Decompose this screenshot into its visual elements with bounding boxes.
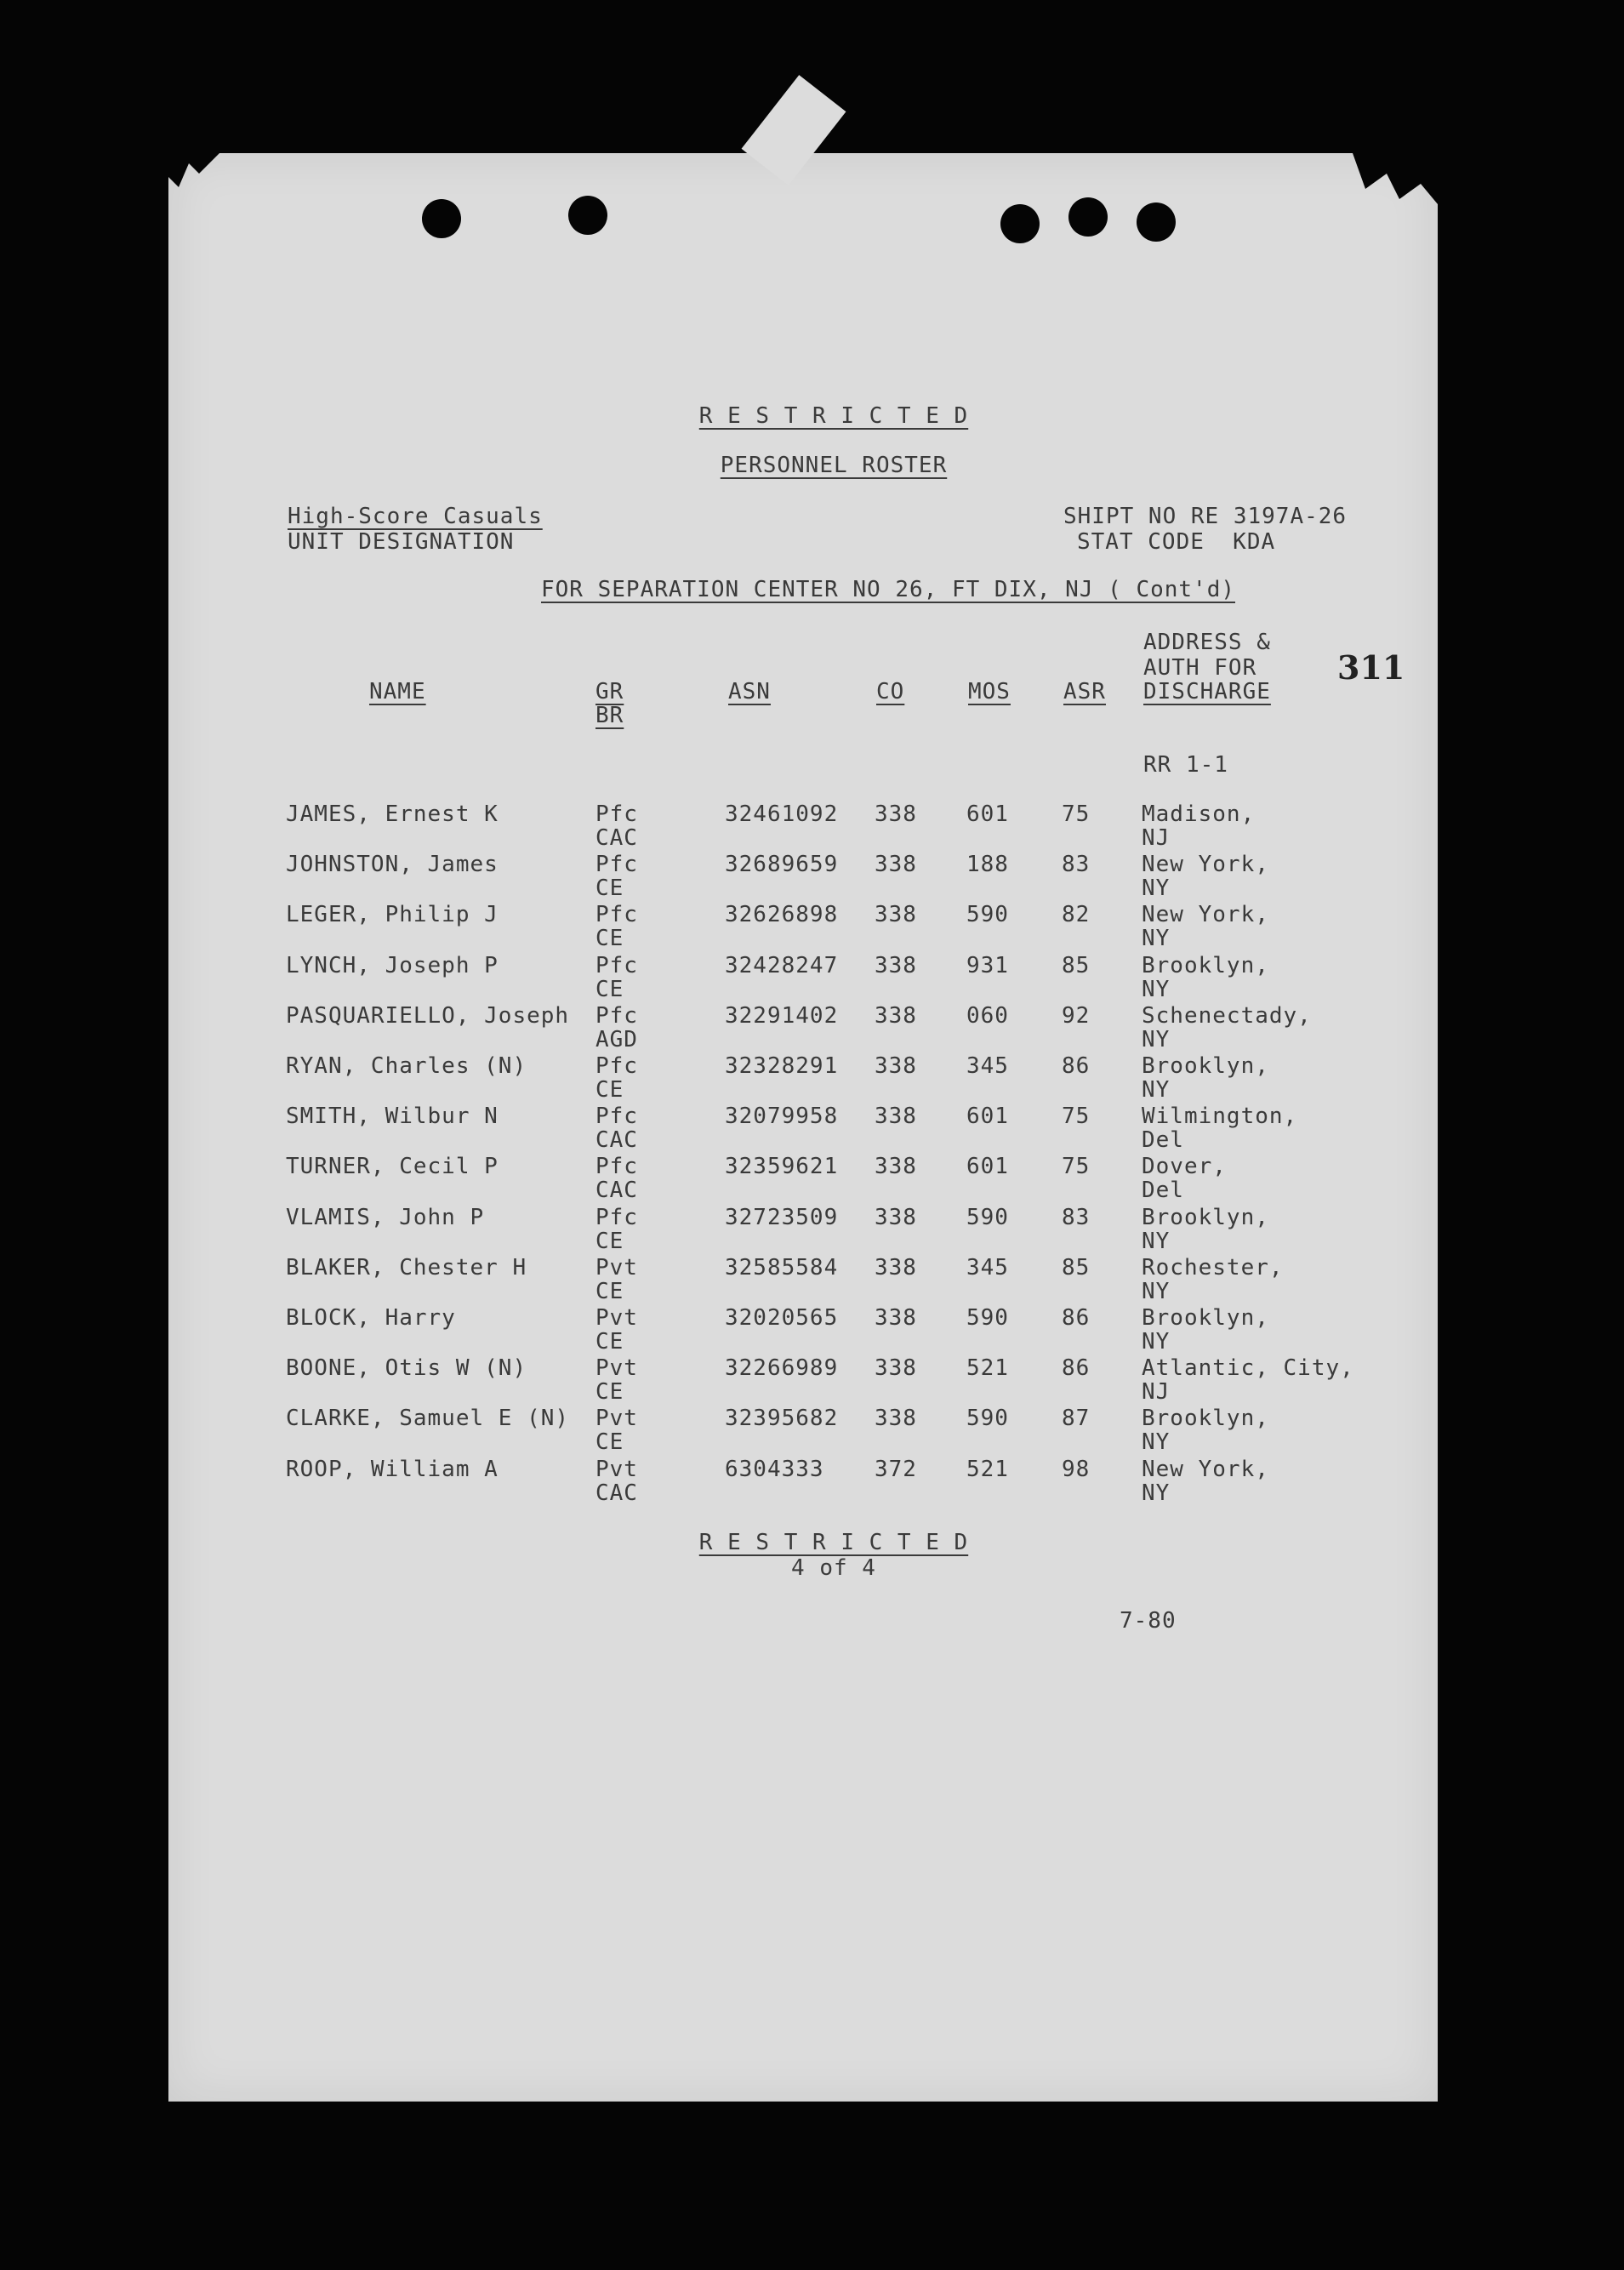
grade-cell: Pfc [595, 801, 638, 827]
co-cell: 338 [875, 1406, 917, 1432]
grade-cell: Pfc [595, 852, 638, 878]
shipment-number: SHIPT NO RE 3197A-26 [1063, 504, 1348, 529]
address-city-cell: New York, [1142, 1456, 1269, 1482]
name-cell: SMITH, Wilbur N [286, 1104, 499, 1130]
name-cell: PASQUARIELLO, Joseph [286, 1002, 570, 1029]
mos-cell: 601 [966, 1154, 1009, 1180]
branch-cell: CE [595, 1278, 624, 1304]
col-grade: GR [595, 679, 624, 704]
co-cell: 338 [875, 1002, 917, 1029]
branch-cell: CE [595, 1228, 624, 1254]
asn-cell: 32585584 [725, 1254, 839, 1280]
name-cell: BLOCK, Harry [286, 1305, 456, 1331]
col-asr: ASR [1063, 679, 1106, 704]
address-city-cell: Brooklyn, [1142, 952, 1269, 978]
asn-cell: 32020565 [725, 1305, 839, 1331]
asr-cell: 83 [1062, 1204, 1091, 1230]
asr-cell: 75 [1062, 1104, 1091, 1130]
mos-cell: 345 [966, 1053, 1009, 1079]
co-cell: 338 [875, 801, 917, 827]
asr-cell: 75 [1062, 801, 1091, 827]
asn-cell: 32461092 [725, 801, 839, 827]
branch-cell: AGD [595, 1026, 638, 1052]
grade-cell: Pfc [595, 902, 638, 928]
address-city-cell: Schenectady, [1142, 1002, 1312, 1029]
form-number: 7-80 [1120, 1608, 1177, 1634]
co-cell: 338 [875, 1154, 917, 1180]
asr-cell: 85 [1062, 952, 1091, 978]
branch-cell: CE [595, 926, 624, 952]
name-cell: ROOP, William A [286, 1456, 499, 1482]
mos-cell: 590 [966, 1406, 1009, 1432]
address-state-cell: NY [1142, 1026, 1171, 1052]
asr-cell: 83 [1062, 852, 1091, 878]
co-cell: 338 [875, 902, 917, 928]
col-address-2: AUTH FOR [1143, 655, 1257, 681]
name-cell: RYAN, Charles (N) [286, 1053, 527, 1079]
classification-header: R E S T R I C T E D [698, 403, 969, 429]
asr-cell: 87 [1062, 1406, 1091, 1432]
asr-cell: 86 [1062, 1305, 1091, 1331]
address-city-cell: Brooklyn, [1142, 1053, 1269, 1079]
name-cell: BOONE, Otis W (N) [286, 1355, 527, 1382]
address-city-cell: New York, [1142, 852, 1269, 878]
mos-cell: 521 [966, 1456, 1009, 1482]
mos-cell: 590 [966, 1204, 1009, 1230]
grade-cell: Pfc [595, 1154, 638, 1180]
branch-cell: CE [595, 1329, 624, 1355]
asn-cell: 32723509 [725, 1204, 839, 1230]
address-city-cell: Dover, [1142, 1154, 1227, 1180]
name-cell: CLARKE, Samuel E (N) [286, 1406, 570, 1432]
branch-cell: CE [595, 976, 624, 1002]
branch-cell: CE [595, 875, 624, 902]
mos-cell: 590 [966, 1305, 1009, 1331]
asn-cell: 32079958 [725, 1104, 839, 1130]
address-city-cell: Madison, [1142, 801, 1256, 827]
punch-hole [1137, 202, 1176, 242]
col-asn: ASN [728, 679, 771, 704]
co-cell: 338 [875, 1104, 917, 1130]
name-cell: TURNER, Cecil P [286, 1154, 499, 1180]
address-state-cell: NY [1142, 1329, 1171, 1355]
stat-code: STAT CODE KDA [1077, 529, 1276, 555]
address-state-cell: NY [1142, 1278, 1171, 1304]
address-state-cell: Del [1142, 1178, 1184, 1204]
classification-footer: R E S T R I C T E D [698, 1530, 969, 1555]
asn-cell: 32359621 [725, 1154, 839, 1180]
co-cell: 338 [875, 1254, 917, 1280]
asn-cell: 32266989 [725, 1355, 839, 1382]
asn-cell: 32626898 [725, 902, 839, 928]
asr-cell: 75 [1062, 1154, 1091, 1180]
page-indicator: 4 of 4 [791, 1555, 876, 1581]
address-city-cell: New York, [1142, 902, 1269, 928]
grade-cell: Pvt [595, 1456, 638, 1482]
name-cell: JAMES, Ernest K [286, 801, 499, 827]
address-city-cell: Wilmington, [1142, 1104, 1298, 1130]
branch-cell: CAC [595, 825, 638, 851]
mos-cell: 060 [966, 1002, 1009, 1029]
unit-name: High-Score Casuals [288, 504, 543, 529]
asn-cell: 32428247 [725, 952, 839, 978]
address-state-cell: NY [1142, 1429, 1171, 1456]
mos-cell: 521 [966, 1355, 1009, 1382]
name-cell: LEGER, Philip J [286, 902, 499, 928]
address-city-cell: Atlantic, City, [1142, 1355, 1354, 1382]
asr-cell: 86 [1062, 1053, 1091, 1079]
punch-hole [568, 196, 607, 235]
co-cell: 338 [875, 952, 917, 978]
name-cell: LYNCH, Joseph P [286, 952, 499, 978]
mos-cell: 931 [966, 952, 1009, 978]
branch-cell: CE [595, 1379, 624, 1406]
address-state-cell: Del [1142, 1127, 1184, 1154]
asr-cell: 92 [1062, 1002, 1091, 1029]
asr-cell: 86 [1062, 1355, 1091, 1382]
mos-cell: 345 [966, 1254, 1009, 1280]
grade-cell: Pvt [595, 1305, 638, 1331]
co-cell: 338 [875, 1355, 917, 1382]
asr-cell: 85 [1062, 1254, 1091, 1280]
grade-cell: Pvt [595, 1355, 638, 1382]
mos-cell: 601 [966, 1104, 1009, 1130]
branch-cell: CAC [595, 1127, 638, 1154]
branch-cell: CE [595, 1429, 624, 1456]
col-name: NAME [369, 679, 426, 704]
stamped-page-number: 311 [1337, 648, 1405, 687]
branch-cell: CAC [595, 1178, 638, 1204]
punch-hole [1068, 197, 1108, 237]
co-cell: 372 [875, 1456, 917, 1482]
co-cell: 338 [875, 1053, 917, 1079]
asr-cell: 98 [1062, 1456, 1091, 1482]
grade-cell: Pfc [595, 1104, 638, 1130]
mos-cell: 601 [966, 801, 1009, 827]
destination-line: FOR SEPARATION CENTER NO 26, FT DIX, NJ ( Cont'd) [541, 577, 1236, 602]
col-mos: MOS [968, 679, 1011, 704]
asn-cell: 32395682 [725, 1406, 839, 1432]
roster-title: PERSONNEL ROSTER [720, 453, 948, 478]
name-cell: JOHNSTON, James [286, 852, 499, 878]
mos-cell: 188 [966, 852, 1009, 878]
address-city-cell: Brooklyn, [1142, 1305, 1269, 1331]
grade-cell: Pfc [595, 1053, 638, 1079]
address-state-cell: NY [1142, 926, 1171, 952]
address-state-cell: NY [1142, 1077, 1171, 1103]
asn-cell: 32689659 [725, 852, 839, 878]
grade-cell: Pvt [595, 1254, 638, 1280]
address-state-cell: NJ [1142, 1379, 1171, 1406]
grade-cell: Pfc [595, 1002, 638, 1029]
punch-hole [422, 199, 461, 238]
address-state-cell: NY [1142, 875, 1171, 902]
asr-cell: 82 [1062, 902, 1091, 928]
co-cell: 338 [875, 1305, 917, 1331]
grade-cell: Pfc [595, 952, 638, 978]
grade-cell: Pfc [595, 1204, 638, 1230]
asn-cell: 32328291 [725, 1053, 839, 1079]
col-address-1: ADDRESS & [1143, 630, 1271, 655]
name-cell: BLAKER, Chester H [286, 1254, 527, 1280]
col-address-3: DISCHARGE [1143, 679, 1271, 704]
branch-cell: CE [595, 1077, 624, 1103]
name-cell: VLAMIS, John P [286, 1204, 485, 1230]
address-state-cell: NJ [1142, 825, 1171, 851]
mos-cell: 590 [966, 902, 1009, 928]
co-cell: 338 [875, 1204, 917, 1230]
address-city-cell: Brooklyn, [1142, 1204, 1269, 1230]
asn-cell: 6304333 [725, 1456, 824, 1482]
address-state-cell: NY [1142, 1228, 1171, 1254]
punch-hole [1000, 204, 1040, 243]
asn-cell: 32291402 [725, 1002, 839, 1029]
address-city-cell: Brooklyn, [1142, 1406, 1269, 1432]
grade-cell: Pvt [595, 1406, 638, 1432]
unit-label: UNIT DESIGNATION [288, 529, 515, 555]
col-branch: BR [595, 703, 624, 728]
branch-cell: CAC [595, 1480, 638, 1506]
address-city-cell: Rochester, [1142, 1254, 1284, 1280]
discharge-authority: RR 1-1 [1143, 752, 1228, 778]
address-state-cell: NY [1142, 1480, 1171, 1506]
address-state-cell: NY [1142, 976, 1171, 1002]
col-co: CO [876, 679, 905, 704]
co-cell: 338 [875, 852, 917, 878]
